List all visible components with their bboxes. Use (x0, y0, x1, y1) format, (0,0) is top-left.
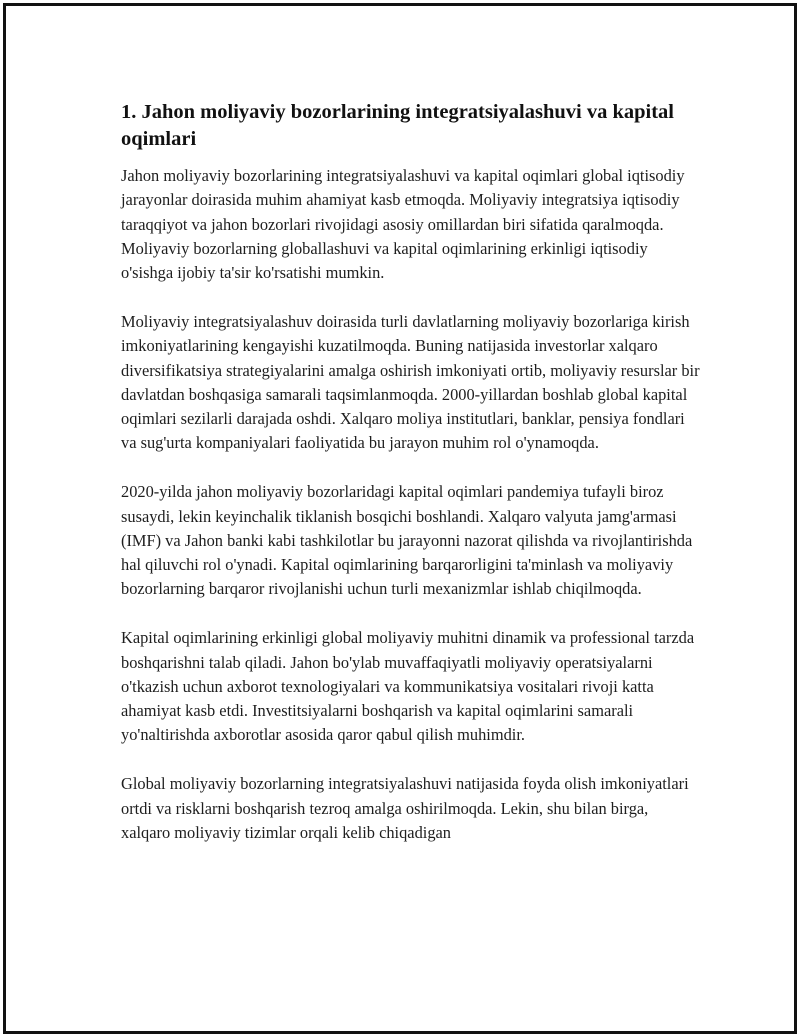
paragraph-5: Global moliyaviy bozorlarning integratsiyalashuvi natijasida foyda olish imkoniyatlari ortdi va risklarni boshqarish tezroq amalga oshirilmoqda. Lekin, shu bilan birga, xalqaro moliyaviy tizimlar orqali kelib chiqadigan (121, 774, 689, 842)
page-frame (3, 3, 797, 1034)
document-body (121, 99, 701, 870)
section-heading: 1. Jahon moliyaviy bozorlarining integratsiyalashuvi va kapital oqimlari (121, 101, 674, 150)
paragraph-2: Moliyaviy integratsiyalashuv doirasida turli davlatlarning moliyaviy bozorlariga kirish imkoniyatlarining kengayishi kuzatilmoqda. Buning natijasida investorlar xalqaro diversifikatsiya strategiyalarini amalga oshirish imkoniyati ortib, moliyaviy resurslar bir davlatdan boshqasiga samarali taqsimlanmoqda. 2000-yillardan boshlab global kapital oqimlari sezilarli darajada oshdi. Xalqaro moliya institutlari, banklar, pensiya fondlari va sug'urta kompaniyalari faoliyatida bu jarayon muhim rol o'ynamoqda. (121, 311, 700, 453)
paragraph-4: Kapital oqimlarining erkinligi global moliyaviy muhitni dinamik va professional tarzda boshqarishni talab qiladi. Jahon bo'ylab muvaffaqiyatli moliyaviy operatsiyalarni o'tkazish uchun axborot texnologiyalari va kommunikatsiya vositalari rivoji katta ahamiyat kasb etdi. Investitsiyalarni boshqarish va kapital oqimlarini samarali yo'naltirishda axborotlar asosida qaror qabul qilish muhimdir. (121, 628, 695, 745)
paragraph-1: Jahon moliyaviy bozorlarining integratsiyalashuvi va kapital oqimlari global iqtisodiy jarayonlar doirasida muhim ahamiyat kasb etmoqda. Moliyaviy integratsiya iqtisodiy taraqqiyot va jahon bozorlari rivojidagi asosiy omillardan biri sifatida qaralmoqda. Moliyaviy bozorlarning globallashuvi va kapital oqimlarining erkinligi iqtisodiy o'sishga ijobiy ta'sir ko'rsatishi mumkin. (121, 166, 685, 283)
paragraph-3: 2020-yilda jahon moliyaviy bozorlaridagi kapital oqimlari pandemiya tufayli biroz susaydi, lekin keyinchalik tiklanish bosqichi boshlandi. Xalqaro valyuta jamg'armasi (IMF) va Jahon banki kabi tashkilotlar bu jarayonni nazorat qilishda va rivojlantirishda hal qiluvchi rol o'ynadi. Kapital oqimlarining barqarorligini ta'minlash va moliyaviy bozorlarning barqaror rivojlanishi uchun turli mexanizmlar ishlab chiqilmoqda. (121, 482, 693, 599)
